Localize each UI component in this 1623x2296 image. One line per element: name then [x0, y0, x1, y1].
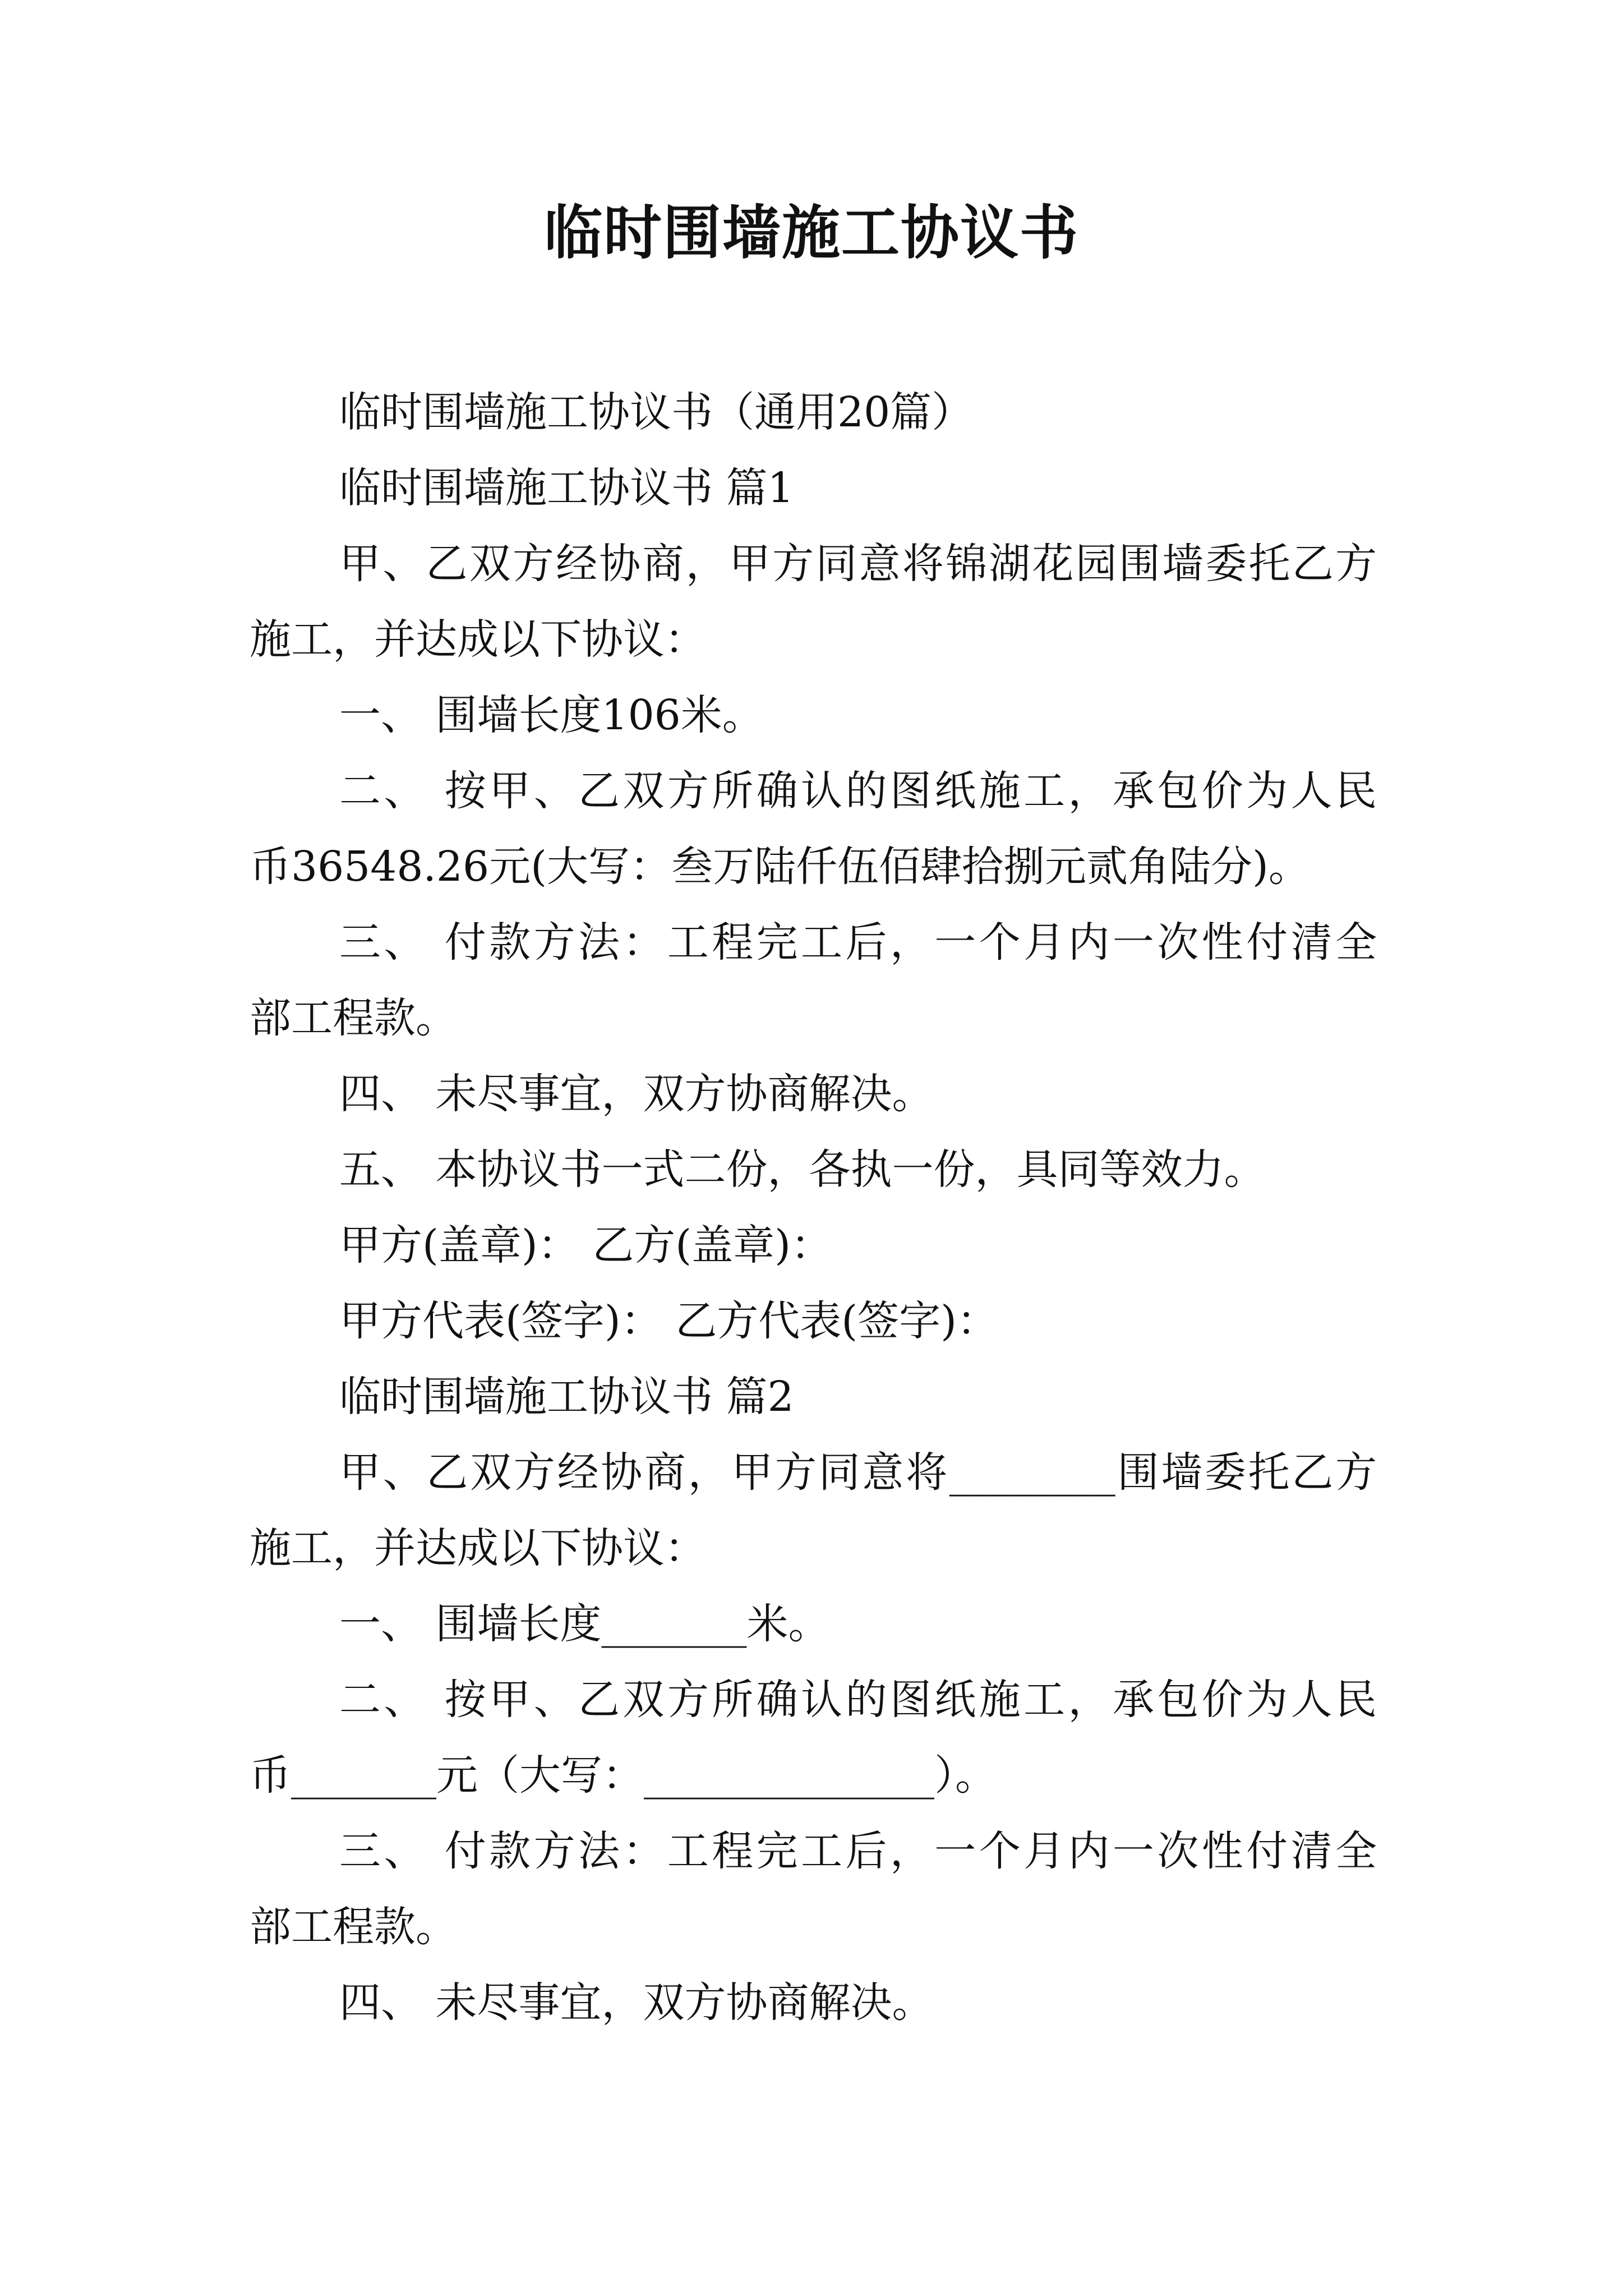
paragraph-line: 临时围墙施工协议书（通用20篇）	[339, 388, 974, 436]
clause-line: 币_______元（大写：______________）。	[250, 1751, 997, 1800]
clause-line: 币36548.26元(大写：叁万陆仟伍佰肆拾捌元贰角陆分)。	[250, 843, 1310, 891]
section-heading: 临时围墙施工协议书 篇2	[339, 1373, 794, 1421]
section-heading: 临时围墙施工协议书 篇1	[339, 464, 794, 512]
paragraph-line: 甲、乙双方经协商，甲方同意将________围墙委托乙方	[339, 1448, 1377, 1497]
paragraph-line: 施工，并达成以下协议：	[250, 1524, 706, 1572]
signature-line: 甲方代表(签字)： 乙方代表(签字)：	[339, 1297, 999, 1345]
clause-line: 三、 付款方法：工程完工后，一个月内一次性付清全	[339, 1827, 1377, 1875]
clause-line: 四、 未尽事宜，双方协商解决。	[339, 1978, 934, 2027]
clause-line: 部工程款。	[250, 1903, 457, 1951]
clause-line: 五、 本协议书一式二份，各执一份，具同等效力。	[339, 1145, 1266, 1194]
paragraph-line: 施工，并达成以下协议：	[250, 615, 706, 664]
clause-line: 三、 付款方法：工程完工后，一个月内一次性付清全	[339, 918, 1377, 967]
document-title: 临时围墙施工协议书	[543, 199, 1079, 267]
clause-line: 四、 未尽事宜，双方协商解决。	[339, 1070, 934, 1118]
clause-line: 二、 按甲、乙双方所确认的图纸施工，承包价为人民	[339, 1676, 1377, 1724]
clause-line: 一、 围墙长度_______米。	[339, 1600, 830, 1648]
signature-line: 甲方(盖章)： 乙方(盖章)：	[339, 1221, 833, 1269]
paragraph-line: 甲、乙双方经协商，甲方同意将锦湖花园围墙委托乙方	[339, 540, 1377, 588]
clause-line: 部工程款。	[250, 994, 457, 1042]
clause-line: 二、 按甲、乙双方所确认的图纸施工，承包价为人民	[339, 767, 1377, 815]
clause-line: 一、 围墙长度106米。	[339, 691, 764, 739]
